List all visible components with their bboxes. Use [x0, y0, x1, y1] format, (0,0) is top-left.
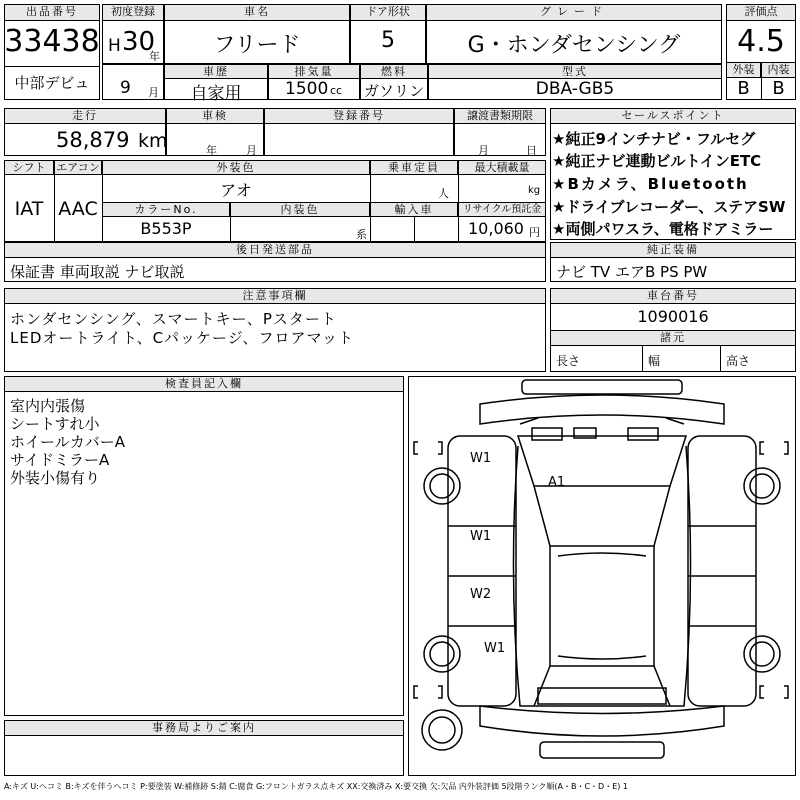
equip-label: 純正装備: [550, 242, 796, 258]
later-parts-label: 後日発送部品: [4, 242, 546, 258]
equip-value: ナビ TV エアB PS PW: [556, 263, 708, 281]
mark-a1: A1: [548, 475, 566, 490]
year-unit: 年: [149, 50, 160, 63]
mileage-value: 58,879: [56, 128, 130, 152]
lot-no-label: 出品番号: [4, 4, 100, 21]
sales-label: セールスポイント: [550, 108, 796, 124]
inspector-line-1: 室内内張傷: [10, 397, 86, 415]
lot-no-value: 33438: [4, 24, 100, 59]
ext-color-label: 外装色: [102, 160, 370, 175]
year-value: 30: [122, 27, 156, 57]
sales-point-2: ★純正ナビ連動ビルトインETC: [552, 152, 762, 170]
door-value: 5: [381, 28, 395, 53]
office-label: 事務局よりご案内: [4, 720, 404, 736]
max-load-label: 最大積載量: [458, 160, 546, 175]
ext-color-value: アオ: [220, 181, 252, 200]
mark-w2: W2: [470, 587, 492, 602]
displacement-label: 排気量: [268, 64, 360, 79]
score-label: 評価点: [726, 4, 796, 21]
height-label: 高さ: [726, 354, 751, 368]
transfer-label: 譲渡書類期限: [454, 108, 546, 124]
transfer-month-unit: 月: [478, 144, 489, 157]
yen-unit: 円: [529, 226, 540, 239]
sales-point-4: ★ドライブレコーダー、ステアSW: [552, 198, 786, 216]
length-label: 長さ: [556, 354, 581, 368]
car-diagram: [408, 376, 796, 776]
later-parts-value: 保証書 車両取説 ナビ取説: [10, 263, 185, 281]
model-label: 型式: [428, 64, 722, 79]
kg-unit: kg: [528, 185, 541, 196]
insp-month-unit: 月: [246, 144, 257, 157]
month-unit: 月: [148, 86, 159, 99]
inspection-label: 車検: [166, 108, 264, 124]
reg-no-label: 登録番号: [264, 108, 454, 124]
inspector-line-3: ホイールカバーA: [10, 433, 125, 451]
month-value: 9: [120, 78, 131, 98]
car-name-label: 車名: [164, 4, 350, 21]
score-value: 4.5: [737, 24, 785, 59]
import-label: 輸入車: [370, 202, 458, 217]
inspector-label: 検査員記入欄: [4, 376, 404, 392]
notes-line-2: LEDオートライト、Cパッケージ、フロアマット: [10, 329, 354, 347]
displacement-value: 1500: [285, 79, 329, 99]
recycle-value: 10,060: [468, 219, 524, 238]
cc-unit: cc: [330, 84, 343, 97]
door-label: ドア形状: [350, 4, 426, 21]
ext-score: B: [737, 78, 750, 99]
mileage-unit: km: [138, 130, 168, 152]
mark-w1-rear: W1: [484, 641, 506, 656]
first-reg-label: 初度登録: [102, 4, 164, 21]
inspector-line-4: サイドミラーA: [10, 451, 110, 469]
mark-w1-side: W1: [470, 529, 492, 544]
person-unit: 人: [438, 187, 449, 200]
era-value: H: [108, 36, 121, 56]
fuel-value: ガソリン: [363, 82, 424, 100]
notes-line-1: ホンダセンシング、スマートキー、Pスタート: [10, 310, 337, 328]
car-name-value: フリード: [213, 33, 301, 58]
legend-text: A:キズ U:ヘコミ B:キズを伴うヘコミ P:要塗装 W:補修跡 S:錆 C:腐食 G:フロントガラス点キズ XX:交換済み X:要交換 欠:欠品 内外装評価 5段階ランク順(A・B・C・D・E) 1: [4, 782, 629, 791]
recycle-label: リサイクル預託金: [458, 202, 546, 217]
notes-label: 注意事項欄: [4, 288, 546, 304]
mileage-label: 走行: [4, 108, 166, 124]
transfer-day-unit: 日: [526, 144, 537, 157]
model-value: DBA-GB5: [535, 79, 615, 99]
history-label: 車歴: [164, 64, 268, 79]
mark-w1-front: W1: [470, 451, 492, 466]
color-no-value: B553P: [140, 219, 192, 238]
dimensions-label: 諸元: [550, 330, 796, 346]
aircon-label: エアコン: [54, 160, 102, 175]
chassis-value: 1090016: [637, 307, 709, 326]
int-score: B: [772, 78, 785, 99]
history-value: 自家用: [190, 84, 242, 104]
debut-label: 中部デビュ: [14, 74, 90, 92]
kei-unit: 系: [356, 228, 367, 241]
int-color-label: 内装色: [230, 202, 370, 217]
sales-point-3: ★Bカメラ、Bluetooth: [552, 175, 749, 193]
insp-year-unit: 年: [206, 144, 217, 157]
chassis-label: 車台番号: [550, 288, 796, 304]
fuel-label: 燃料: [360, 64, 428, 79]
grade-label: グレード: [426, 4, 722, 21]
inspector-line-5: 外装小傷有り: [10, 469, 101, 487]
sales-point-1: ★純正9インチナビ・フルセグ: [552, 130, 756, 148]
color-no-label: カラーNo.: [102, 202, 230, 217]
ext-label: 外装: [726, 62, 761, 78]
sales-point-5: ★両側パワスラ、電格ドアミラー: [552, 220, 774, 238]
capacity-label: 乗車定員: [370, 160, 458, 175]
aircon-value: AAC: [58, 198, 98, 220]
inspector-line-2: シートすれ小: [10, 415, 100, 433]
int-label: 内装: [761, 62, 796, 78]
width-label: 幅: [648, 354, 661, 368]
grade-value: G・ホンダセンシング: [467, 33, 681, 58]
shift-value: IAT: [14, 198, 44, 220]
shift-label: シフト: [4, 160, 54, 175]
